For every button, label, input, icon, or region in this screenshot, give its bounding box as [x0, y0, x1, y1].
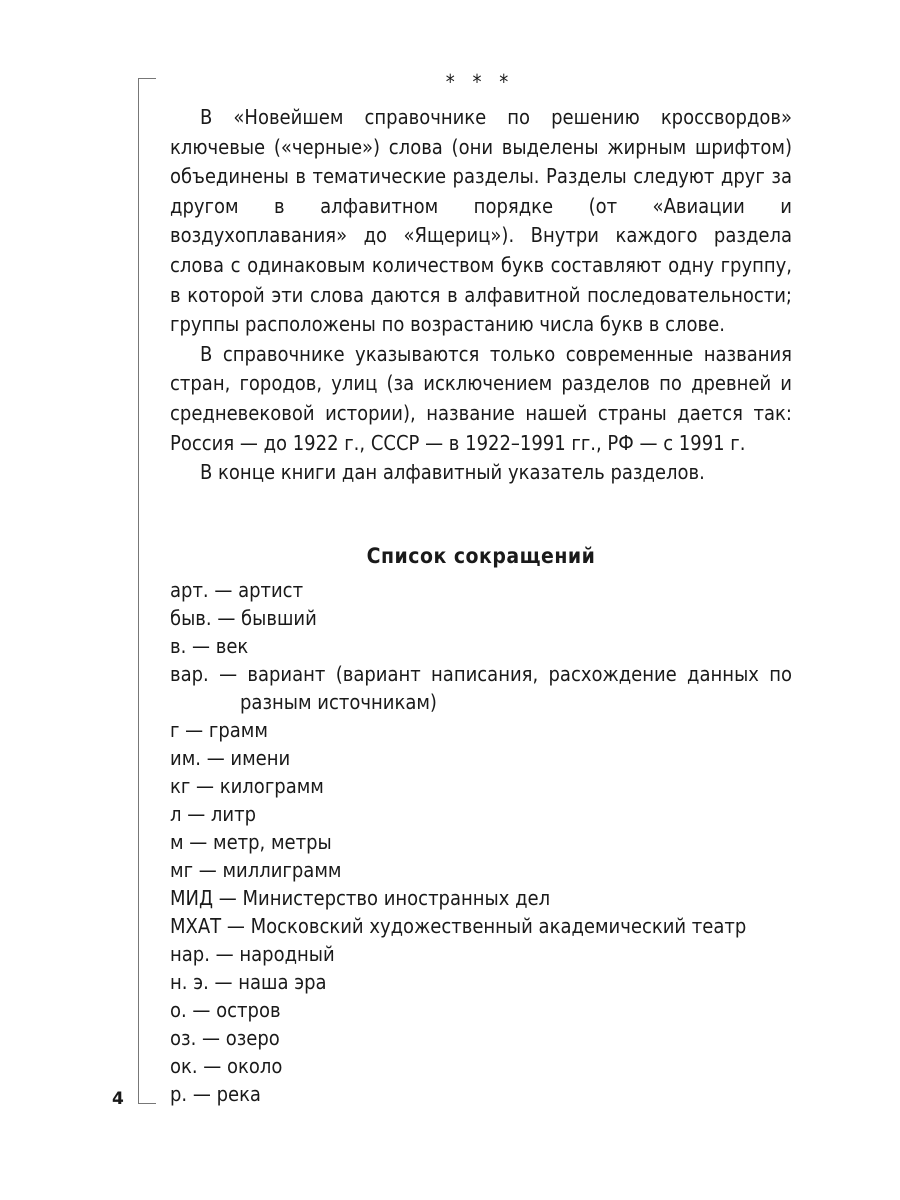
abbreviation-item: н. э. — наша эра [170, 970, 327, 994]
intro-text [170, 103, 792, 488]
abbreviation-item: МХАТ — Московский художественный академический театр [170, 914, 747, 938]
abbreviation-item: вар. — вариант (вариант написания, расхождение данных по разным источникам) [170, 662, 792, 714]
abbreviation-item: г — грамм [170, 718, 268, 742]
page-number: 4 [112, 1089, 124, 1109]
abbreviation-item: в. — век [170, 634, 249, 658]
intro-paragraph: В справочнике указываются только современные названия стран, городов, улиц (за исключением разделов по древней и средневековой истории), название нашей страны дается так: Россия — до 1922 г., СССР — в 1922–1991 гг., РФ — с 1991 г. [170, 341, 792, 455]
abbreviation-item: мг — миллиграмм [170, 858, 342, 882]
abbreviations-list [170, 576, 792, 1108]
abbreviation-item: арт. — артист [170, 578, 304, 602]
intro-paragraph: В конце книги дан алфавитный указатель разделов. [200, 460, 705, 485]
abbreviation-item: быв. — бывший [170, 606, 317, 630]
abbreviation-item: МИД — Министерство иностранных дел [170, 886, 551, 910]
section-separator: * * * [445, 70, 515, 94]
abbreviation-item: м — метр, метры [170, 830, 332, 854]
abbreviation-item: о. — остров [170, 998, 281, 1022]
abbreviation-item: оз. — озеро [170, 1026, 280, 1050]
abbreviation-item: ок. — около [170, 1054, 283, 1078]
abbreviation-item: р. — река [170, 1082, 261, 1106]
margin-bracket-bottom [138, 1103, 156, 1104]
abbreviation-item: л — литр [170, 802, 257, 826]
abbreviation-item: им. — имени [170, 746, 291, 770]
abbreviation-item: нар. — народный [170, 942, 335, 966]
intro-paragraph: В «Новейшем справочнике по решению кроссвордов» ключевые («черные») слова (они выделены жирным шрифтом) объединены в тематические разделы. Разделы следуют друг за другом в алфавитном порядке (от «Авиации и воздухоплавания» до «Ящериц»). Внутри каждого раздела слова с одинаковым количеством букв составляют одну группу, в которой эти слова даются в алфавитной последовательности; группы расположены по возрастанию числа букв в слове. [170, 105, 792, 337]
abbreviations-title: Список сокращений [366, 544, 596, 568]
abbreviation-item: кг — килограмм [170, 774, 324, 798]
margin-bracket-line [138, 78, 139, 1103]
